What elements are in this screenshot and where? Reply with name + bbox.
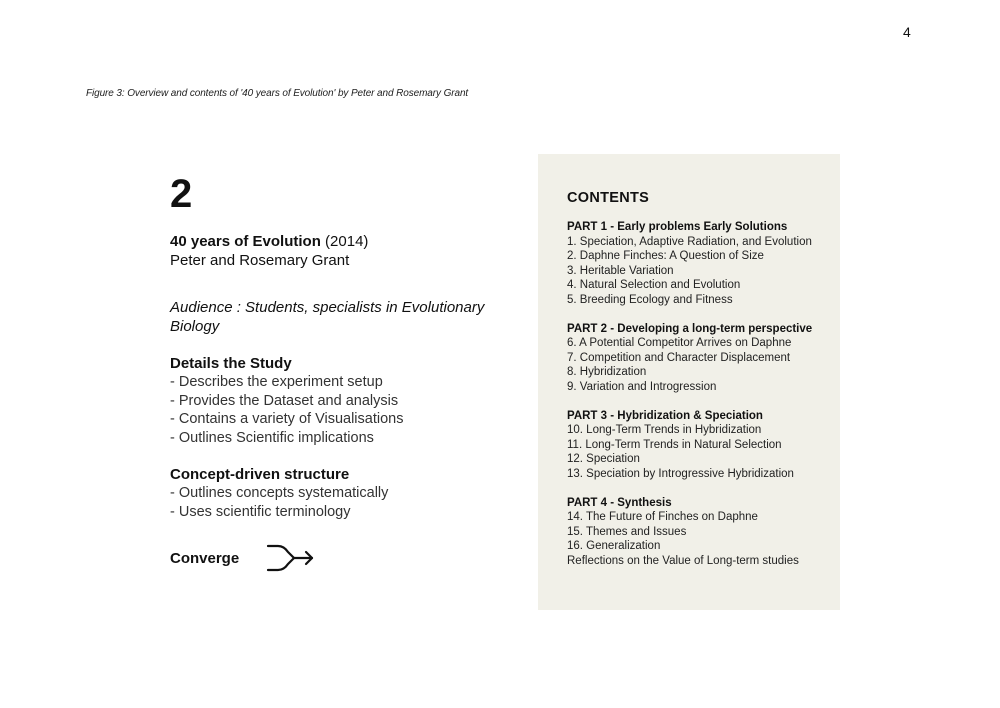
converge-arrow-icon xyxy=(266,543,316,573)
contents-part xyxy=(567,409,837,482)
part-title: PART 4 - Synthesis xyxy=(567,496,672,509)
chapter-item: 11. Long-Term Trends in Natural Selection xyxy=(567,438,782,451)
part-title: PART 2 - Developing a long-term perspective xyxy=(567,322,813,335)
chapter-item: 1. Speciation, Adaptive Radiation, and Evolution xyxy=(567,235,812,248)
book-authors: Peter and Rosemary Grant xyxy=(170,252,350,269)
contents-part xyxy=(567,322,837,395)
concept-item: - Outlines concepts systematically xyxy=(170,485,389,501)
details-item: - Contains a variety of Visualisations xyxy=(170,411,404,427)
chapter-item: 8. Hybridization xyxy=(567,366,647,379)
details-heading: Details the Study xyxy=(170,355,292,372)
contents-title: CONTENTS xyxy=(567,190,650,206)
concept-item: - Uses scientific terminology xyxy=(170,503,351,520)
chapter-item: 2. Daphne Finches: A Question of Size xyxy=(567,250,764,263)
chapter-item: 16. Generalization xyxy=(567,540,661,553)
chapter-item: 15. Themes and Issues xyxy=(567,525,687,538)
converge-row xyxy=(170,543,500,573)
converge-label: Converge xyxy=(170,549,240,567)
book-overview xyxy=(170,174,500,573)
contents-parts xyxy=(567,220,837,568)
chapter-item: 12. Speciation xyxy=(567,453,640,466)
book-number: 2 xyxy=(170,172,193,216)
chapter-item: 13. Speciation by Introgressive Hybridization xyxy=(567,467,794,480)
details-list xyxy=(170,373,500,447)
chapter-item: 7. Competition and Character Displacement xyxy=(567,351,791,364)
chapter-item: Reflections on the Value of Long-term studies xyxy=(567,554,799,567)
chapter-item: 6. A Potential Competitor Arrives on Daphne xyxy=(567,337,792,350)
contents-part xyxy=(567,220,837,308)
chapter-item: 14. The Future of Finches on Daphne xyxy=(567,511,758,524)
part-title: PART 1 - Early problems Early Solutions xyxy=(567,221,788,233)
details-item: - Provides the Dataset and analysis xyxy=(170,392,399,409)
concept-heading: Concept-driven structure xyxy=(170,466,350,483)
book-title-line xyxy=(170,232,500,251)
contents-panel xyxy=(538,154,840,610)
book-title: 40 years of Evolution xyxy=(170,233,321,250)
contents-part xyxy=(567,496,837,569)
chapter-item: 4. Natural Selection and Evolution xyxy=(567,279,741,292)
chapter-item: 10. Long-Term Trends in Hybridization xyxy=(567,424,762,437)
part-title: PART 3 - Hybridization & Speciation xyxy=(567,409,763,422)
chapter-item: 9. Variation and Introgression xyxy=(567,380,717,393)
chapter-item: 5. Breeding Ecology and Fitness xyxy=(567,293,733,306)
details-item: - Describes the experiment setup xyxy=(170,374,383,390)
audience: Audience : Students, specialists in Evolutionary Biology xyxy=(170,299,485,335)
concept-list xyxy=(170,484,500,521)
details-item: - Outlines Scientific implications xyxy=(170,429,374,446)
page-number: 4 xyxy=(903,24,911,40)
book-year: (2014) xyxy=(320,233,369,250)
chapter-item: 3. Heritable Variation xyxy=(567,264,674,277)
figure-caption: Figure 3: Overview and contents of '40 years of Evolution' by Peter and Rosemary Grant xyxy=(86,88,469,99)
